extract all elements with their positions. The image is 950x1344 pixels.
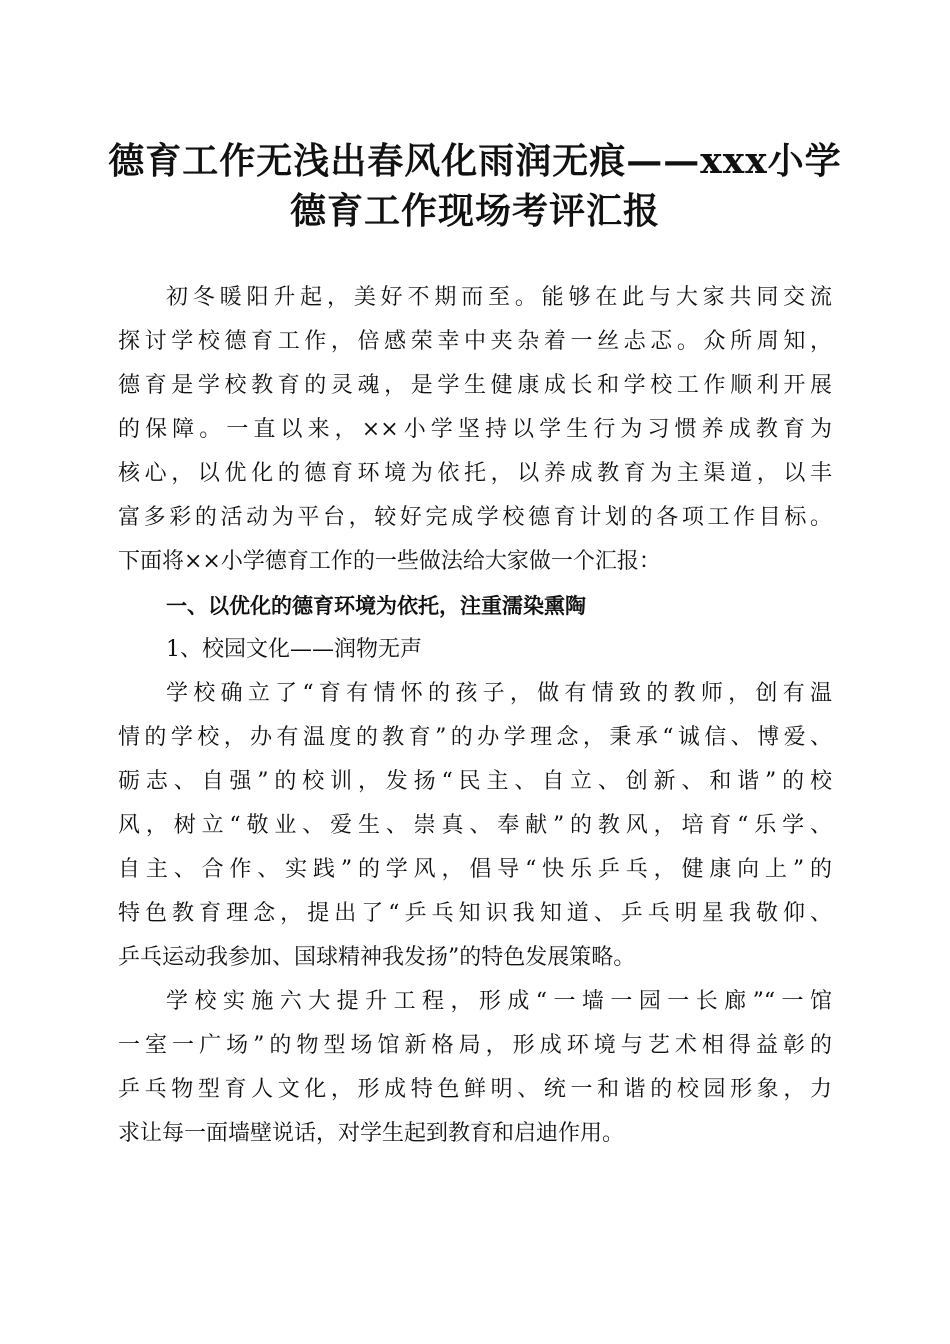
culture-paragraph-2 xyxy=(118,980,832,1156)
text-line: 富多彩的活动为平台，较好完成学校德育计划的各项工作目标。 xyxy=(118,505,832,530)
text-line: 核心，以优化的德育环境为依托，以养成教育为主渠道，以丰 xyxy=(118,461,832,486)
text-line: 的保障。一直以来，××小学坚持以学生行为习惯养成教育为 xyxy=(118,417,832,442)
title-line-2: 德育工作现场考评汇报 xyxy=(289,190,660,232)
text-line: 一室一广场”的物型场馆新格局，形成环境与艺术相得益彰的 xyxy=(118,1033,832,1058)
text-line: 下面将××小学德育工作的一些做法给大家做一个汇报： xyxy=(118,549,661,574)
text-line: 自主、合作、实践”的学风，倡导“快乐乒乓，健康向上”的 xyxy=(118,857,832,882)
text-line: 学校实施六大提升工程，形成“一墙一园一长廊”“一馆 xyxy=(166,989,832,1014)
section-heading: 一、以优化的德育环境为依托，注重濡染熏陶 xyxy=(166,594,586,618)
text-line: 德育是学校教育的灵魂，是学生健康成长和学校工作顺利开展 xyxy=(118,373,832,398)
text-line: 求让每一面墙壁说话，对学生起到教育和启迪作用。 xyxy=(118,1121,625,1146)
title-line-1: 德育工作无浅出春风化雨润无痕——xxx小学 xyxy=(108,140,842,182)
text-line: 乒乓运动我参加、国球精神我发扬”的特色发展策略。 xyxy=(118,945,636,970)
document-title xyxy=(100,136,850,236)
text-line: 初冬暖阳升起，美好不期而至。能够在此与大家共同交流 xyxy=(166,285,832,310)
text-line: 情的学校，办有温度的教育”的办学理念，秉承“诚信、博爱、 xyxy=(118,725,832,750)
text-line: 特色教育理念，提出了“乒乓知识我知道、乒乓明星我敬仰、 xyxy=(118,901,832,926)
document-body xyxy=(118,276,832,1156)
text-line: 砺志、自强”的校训，发扬“民主、自立、创新、和谐”的校 xyxy=(118,769,832,794)
subsection-heading: 1、校园文化——润物无声 xyxy=(166,637,422,662)
text-line: 乒乓物型育人文化，形成特色鲜明、统一和谐的校园形象，力 xyxy=(118,1077,832,1102)
text-line: 学校确立了“育有情怀的孩子，做有情致的教师，创有温 xyxy=(166,681,832,706)
text-line: 风，树立“敬业、爱生、崇真、奉献”的教风，培育“乐学、 xyxy=(118,813,832,838)
culture-paragraph-1 xyxy=(118,672,832,980)
text-line: 探讨学校德育工作，倍感荣幸中夹杂着一丝忐忑。众所周知， xyxy=(118,329,832,354)
intro-paragraph xyxy=(118,276,832,584)
